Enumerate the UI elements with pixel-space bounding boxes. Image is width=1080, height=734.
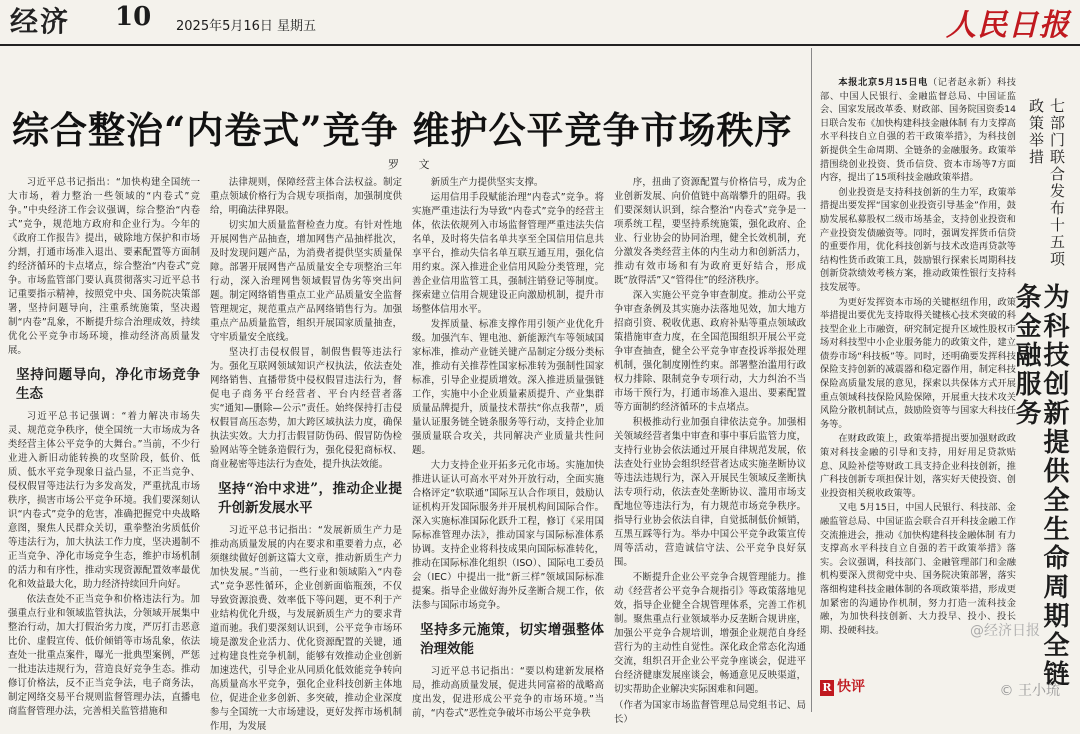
paragraph: 大力支持企业开拓多元化市场。实施加快推进认证认可高水平对外开放行动，全面实施合格评定“软联通”国际互认合作项目，鼓励认证机构开发国际服务并开展机构间国际合作。深入实施标准国际化跃升工程，修订《采用国际标准管理办法》，推动国家与国际标准体系协调。支持企业将科技成果向国际标准转化，推动在国际标准化组织（ISO）、国际电工委员会（IEC）中提出一批“新三样”领域国际标准提案。指导企业做好海外反垄断合规工作，依法参与国际市场竞争。 <box>412 460 604 611</box>
sidebar-kicker: 七部门联合发布十五项政策举措 <box>1027 98 1066 268</box>
paragraph: 习近平总书记指出：“发展新质生产力是推动高质量发展的内在要求和重要着力点，必须继续做好创新这篇大文章，推动新质生产力加快发展。”当前，一些行业和领域陷入“内卷式”竞争恶性循环，企业创新面临瓶颈，不仅导致资源浪费、效率低下等问题，更不利于产业结构优化升级，与发展新质生产力的要求背道而驰。我们要深刻认识到，公平竞争市场环境是激发企业活力、优化资源配置的关键，通过构建良性竞争机制，能够有效推动企业创新加速迭代，引导企业从同质化低效能竞争转向高质量高水平竞争，强化企业科技创新主体地位，促进企业多创新、多突破，推动企业深度参与全国统一大市场建设，更好发挥市场机制作用，为发展 <box>210 525 402 732</box>
watermark: @经济日报 <box>970 623 1040 639</box>
newspaper-logo: 人民日报 <box>946 8 1070 43</box>
article-column-1 <box>8 176 200 717</box>
paragraph: 依法查处不正当竞争和价格违法行为。加强重点行业和领域监管执法，分领域开展集中整治行动，加大打假治劣力度，严厉打击恶意比价、虚假宣传、低价倾销等市场乱象，依法查处一批重点案件，曝光一批典型案例，严惩一批违法违规行为，营造良好竞争生态。推动修订价格法，反不正当竞争法，电子商务法，制定网络交易平台规则监督管理办法，直播电商监督管理办法，完善相关监管措施和 <box>8 594 200 717</box>
paragraph: 运用信用手段赋能治理“内卷式”竞争。将实施严重违法行为导致“内卷式”竞争的经营主体，依法依规列入市场监督管理严重违法失信名单，及时将失信名单共享至全国信用信息共享平台，推动失信名单互联互通互用，强化信用约束。深入推进企业信用风险分类管理，完善企业信用监管工具，强制注销登记等制度。探索建立信用合规建设正向激励机制，提升市场整体信用水平。 <box>412 192 604 315</box>
issue-date: 2025年5月16日 星期五 <box>176 19 317 34</box>
paragraph: 习近平总书记指出：“要以构建新发展格局，推动高质量发展，促进共同富裕的战略高度出发，促进形成公平竞争的市场环境。”当前，“内卷式”恶性竞争破坏市场公平竞争秩 <box>412 666 604 719</box>
article-column-2 <box>210 176 402 732</box>
main-article <box>0 48 812 732</box>
article-columns <box>8 176 806 732</box>
masthead <box>0 0 1080 46</box>
paragraph: 坚决打击侵权假冒，制假售假等违法行为。强化互联网领域知识产权执法，依法查处网络销售、直播带货中侵权假冒违法行为，督促电子商务平台经营者、平台内经营者落实“通知—删除—公示”责任。始终保持打击侵权假冒高压态势，加大跨区域执法力度，确保执法实效。大力打击假冒防伪码、假冒防伪检验网站等全链条造假行为，强化侵犯商标权、商业秘密等违法行为查处，提升执法效能。 <box>210 347 402 470</box>
author-note: （作者为国家市场监督管理总局党组书记、局长） <box>614 700 806 725</box>
sidebar-title: 为科技创新提供全生命周期全链条金融服务 <box>1011 283 1069 690</box>
paragraph: 法律规则，保障经营主体合法权益。制定重点领域价格行为合规专项指南，加强制度供给，明确法律界限。 <box>210 177 402 216</box>
paragraph: 序，扭曲了资源配置与价格信号，成为企业创新发展、向价值链中高端攀升的阻碍。我们要深刻认识到，综合整治“内卷式”竞争是一项系统工程，要坚持系统施策，强化政府、企业、行业协会的协同治理，健全长效机制，充分激发各类经营主体的内生动力和创新活力，推动有效市场和有为政府更好结合，形成既“放得活”又“管得住”的经济秩序。 <box>614 177 806 286</box>
kuaiping-column-label <box>820 676 865 696</box>
kuaiping-label: 快评 <box>837 679 865 695</box>
article-headline: 综合整治“内卷式”竞争 维护公平竞争市场秩序 <box>12 108 793 152</box>
sidebar-body <box>820 76 1016 636</box>
article-column-4 <box>614 176 806 725</box>
paragraph: 发挥质量、标准支撑作用引领产业优化升级。加强汽车、锂电池、新能源汽车等领域国家标准，推动产业链关键产品制定分级分类标准，推动有关推荐性国家标准转为强制性国家标准，引导企业提质增效。深入推进质量强链工作，实施中小企业质量素质提升、产业集群质量品牌提升，质量技术帮扶“你点我帮”，质量认证服务链全链条服务等行动，支持企业加强质量联合攻关，共同解决产业质量共性问题。 <box>412 319 604 456</box>
paragraph: 习近平总书记强调：“着力解决市场失灵、规范竞争秩序，使全国统一大市场成为各类经营主体公平竞争的大舞台。”当前，不少行业进入新旧动能转换的攻坚阶段，低价、低质、低水平竞争现象日益凸显，不正当竞争、侵权假冒等违法行为多发高发，严重扰乱市场秩序，损害市场公平竞争环境。我们要深刻认识“内卷式”竞争的危害，准确把握党中央战略意图，聚焦人民群众关切，重拳整治劣质低价等违法行为，加大执法工作力度，坚决遏制不正当竞争、净化市场竞争生态，维护市场机制的活力和有序性，推动实现资源配置效率最优化和效益最大化，助力经济持续回升向好。 <box>8 411 200 590</box>
paragraph-text: （记者赵永新）科技部、中国人民银行、金融监督总局、中国证监会、国家发展改革委、财政部、国务院国资委14日联合发布《加快构建科技金融体制 有力支撑高水平科技自立自强的若干政策举措》，为科技创新提供全生命周期、全链条的金融服务。政策举措围绕创业投资、货币信贷、资本市场等7方面内容，提出了15项科技金融政策举措。 <box>820 77 1016 184</box>
paragraph: 习近平总书记指出：“加快构建全国统一大市场，着力整治一些领域的“内卷式”竞争。”中央经济工作会议强调，综合整治“内卷式”竞争，规范地方政府和企业行为。今年的《政府工作报告》提出，破除地方保护和市场分割，打通市场准入退出、要素配置等方面制约经济循环的卡点堵点，综合整治“内卷式”竞争。市场监管部门要认真贯彻落实习近平总书记重要指示精神，按照党中央、国务院决策部署，坚持问题导向，注重系统施策，坚决遏制“内卷”乱象，不断提升综合治理成效，持续优化公平竞争市场环境，推动经济高质量发展。 <box>8 177 200 356</box>
paragraph: 创业投资是支持科技创新的生力军，政策举措提出要发挥“国家创业投资引导基金”作用，鼓励发展私募股权二级市场基金，支持创业投资和产业投资发债融资等。同时，强调发挥货币信贷的重要作用，优化科技创新与技术改造再贷款等结构性货币政策工具，鼓励银行探索长周期科技创新贷款绩效考核方案，推动政策性银行支持科技发展等。 <box>820 186 1016 293</box>
paragraph: 切实加大质量监督检查力度。有针对性地开展网售产品抽查，增加网售产品抽样批次，及时发现问题产品，为消费者提供坚实质量保障。部署开展网售产品质量安全专项整治三年行动，深入治理网售领域假冒伪劣等突出问题。制定网络销售重点工业产品质量安全监督管理规定，规范重点产品网络销售行为。加强重点产品质量监管，组织开展国家质量抽查，守牢质量安全底线。 <box>210 220 402 343</box>
paragraph: 不断提升企业公平竞争合规管理能力。推动《经营者公平竞争合规指引》等政策落地见效，指导企业健全合规管理体系，完善工作机制。聚焦重点行业领域举办反垄断合规讲座，加强公平竞争合规培训，增强企业规范自身经营行为的主动性自觉性。深化政企常态化沟通交流，组织召开企业公平竞争座谈会，促进平台经济健康发展座谈会，畅通意见反映渠道，切实帮助企业解决实际困难和问题。 <box>614 572 806 695</box>
section-name: 经济 <box>10 5 71 38</box>
kuaiping-icon: R <box>820 680 834 696</box>
section-subheading: 坚持问题导向，净化市场竞争生态 <box>16 367 200 402</box>
paragraph: 积极推动行业加强自律依法竞争。加强相关领域经营者集中审查和事中事后监管力度，支持行业协会依法通过开展自律规范发展，依法查处行业协会组织经营者达成实施垄断协议等违法违规行为，深入开展民生领域反垄断执法专项行动，依法查处垄断协议、滥用市场支配地位等违法行为，有力规范市场竞争秩序。指导行业协会依法自律，自觉抵制低价倾销，互黑互踩等行为。举办中国公平竞争政策宣传周等活动，营造诚信守法、公平竞争良好氛围。 <box>614 417 806 568</box>
article-column-3 <box>412 176 604 719</box>
watermark: © 王小琉 <box>999 683 1060 699</box>
section-subheading: 坚持多元施策，切实增强整体治理效能 <box>420 622 604 657</box>
section-subheading: 坚持“治中求进”，推动企业提升创新发展水平 <box>218 481 402 516</box>
paragraph: 又电 5月15日，中国人民银行、科技部、金融监管总局、中国证监会联合召开科技金融工作交流推进会，推动《加快构建科技金融体制 有力支撑高水平科技自立自强的若干政策举措》落实。会议强调，科技部门、金融管理部门和金融机构要深入贯彻党中央、国务院决策部署，落实落细构建科技金融体制的各项政策举措，形成更加紧密的沟通协作机制，努力打造一流科技金融，为加快科技创新、大力投早、投小、投长期、投硬科技。 <box>820 502 1016 636</box>
paragraph <box>820 76 1016 185</box>
sidebar-article <box>814 48 1080 712</box>
article-byline: 罗 文 <box>388 158 438 171</box>
paragraph: 新质生产力提供坚实支撑。 <box>430 177 544 188</box>
dateline: 本报北京5月15日电 <box>838 77 928 88</box>
paragraph: 为更好发挥资本市场的关键枢纽作用，政策举措提出要优先支持取得关键核心技术突破的科技型企业上市融资，研究制定提升区域性股权市场对科技型中小企业服务能力的政策文件，建立债券市场“科技板”等。同时，还明确要发挥科技保险支持创新的减震器和稳定器作用，制定科技保险高质量发展的意见，探索以共保体方式开展重点领域科技保险风险保障，开展重大技术攻关风险分散机制试点，鼓励险资等与国家大科技任务等。 <box>820 296 1016 430</box>
paragraph: 深入实施公平竞争审查制度。推动公平竞争审查条例及其实施办法落地见效，加大地方招商引资、税收优惠、政府补贴等重点领域政策措施审查力度，在全国范围组织开展公平竞争审查抽查，健全公平竞争审查投诉举报处理机制，强化制度刚性约束。部署整治滥用行政权力排除、限制竞争专项行动，大力纠治不当市场干预行为，打通市场准入退出、要素配置等方面制约经济循环的卡点堵点。 <box>614 290 806 413</box>
paragraph: 在财政政策上，政策举措提出要加强财政政策对科技金融的引导和支持，用好用足贷款贴息、风险补偿等财政工具支持企业科技创新，推广科技创新专项担保计划，落实好天使投资、创业投资相关税收政策等。 <box>820 433 1016 499</box>
page-number: 10 <box>115 2 152 32</box>
